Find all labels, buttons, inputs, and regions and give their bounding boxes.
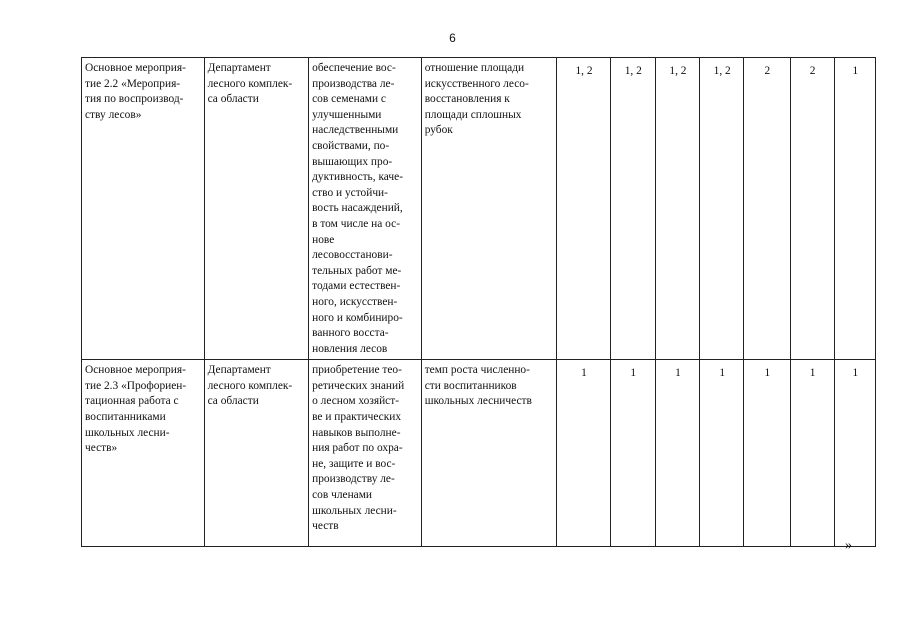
text-line: Основное мероприя- — [85, 364, 186, 377]
text-line: Основное мероприя- — [85, 62, 186, 74]
text-line: ния работ по охра- — [312, 442, 403, 455]
indicator-cell — [421, 360, 557, 547]
text-line: сти воспитанников — [424, 379, 517, 392]
text-line: ванного восста- — [312, 327, 389, 340]
page-number: 6 — [449, 31, 456, 45]
text-line: производства ле- — [312, 77, 395, 90]
text-line: рубок — [424, 124, 453, 137]
value-cell: 1, 2 — [700, 58, 744, 360]
text-line: тационная работа с — [85, 395, 179, 408]
text-line: новления лесов — [312, 342, 388, 355]
text-line: нове — [312, 233, 335, 246]
value-cell: 1 — [834, 360, 875, 547]
text-line: свойствами, по- — [312, 139, 390, 152]
value-cell: 1 — [557, 360, 610, 547]
value-cell: 2 — [790, 58, 834, 360]
value-cell: 1, 2 — [557, 58, 610, 360]
value-cell: 2 — [744, 58, 790, 360]
text-line: приобретение тео- — [312, 364, 402, 377]
text-line: лесного комплек- — [207, 77, 293, 90]
text-line: темп роста численно- — [424, 364, 530, 377]
text-line: восстановления к — [424, 93, 510, 106]
text-line: Департамент — [207, 364, 271, 377]
executor-cell — [204, 360, 309, 547]
text-line: вость насаждений, — [312, 202, 403, 215]
text-line: Департамент — [207, 62, 271, 74]
text-line: улучшенными — [312, 108, 382, 121]
text-line: ного и комбиниро- — [312, 311, 403, 324]
text-line: лесовосстанови- — [312, 249, 393, 262]
value-cell: 1 — [790, 360, 834, 547]
text-line: ного, искусствен- — [312, 295, 398, 308]
closing-quote-mark: » — [845, 538, 852, 553]
indicator-cell — [421, 58, 557, 360]
text-line: ретических знаний — [312, 379, 405, 392]
text-line: не, защите и вос- — [312, 457, 396, 470]
text-line: школьных лесни- — [85, 426, 170, 439]
text-line: честв» — [85, 442, 118, 455]
value-cell: 1 — [744, 360, 790, 547]
text-line: сов семенами с — [312, 93, 386, 106]
table-row — [82, 58, 876, 360]
text-line: отношение площади — [424, 62, 525, 74]
text-line: искусственного лесо- — [424, 77, 529, 90]
text-line: площади сплошных — [424, 108, 522, 121]
text-line: дуктивность, каче- — [312, 171, 403, 184]
text-line: вышающих про- — [312, 155, 393, 168]
goal-cell — [309, 360, 422, 547]
executor-cell — [204, 58, 309, 360]
text-line: производству ле- — [312, 473, 395, 486]
text-line: тия по воспроизвод- — [85, 93, 184, 106]
text-line: воспитанниками — [85, 411, 166, 424]
text-line: тие 2.3 «Профориен- — [85, 379, 187, 392]
value-cell: 1 — [655, 360, 699, 547]
text-line: са области — [207, 93, 259, 106]
event-cell — [82, 360, 205, 547]
text-line: са области — [207, 395, 259, 408]
value-cell: 1 — [834, 58, 875, 360]
text-line: ве и практических — [312, 411, 402, 424]
text-line: тодами естествен- — [312, 280, 401, 293]
table-row — [82, 360, 876, 547]
event-cell — [82, 58, 205, 360]
text-line: обеспечение вос- — [312, 62, 396, 74]
text-line: лесного комплек- — [207, 379, 293, 392]
text-line: школьных лесни- — [312, 504, 397, 517]
text-line: тельных работ ме- — [312, 264, 402, 277]
program-table — [81, 57, 876, 547]
value-cell: 1 — [700, 360, 744, 547]
value-cell: 1, 2 — [655, 58, 699, 360]
value-cell: 1, 2 — [610, 58, 655, 360]
value-cell: 1 — [610, 360, 655, 547]
text-line: ству лесов» — [85, 108, 142, 121]
text-line: школьных лесничеств — [424, 395, 532, 408]
text-line: честв — [312, 520, 339, 533]
text-line: сов членами — [312, 489, 373, 502]
text-line: наследственными — [312, 124, 399, 137]
text-line: о лесном хозяйст- — [312, 395, 399, 408]
text-line: тие 2.2 «Мероприя- — [85, 77, 181, 90]
goal-cell — [309, 58, 422, 360]
text-line: навыков выполне- — [312, 426, 401, 439]
text-line: ство и устойчи- — [312, 186, 388, 199]
text-line: в том числе на ос- — [312, 217, 401, 230]
